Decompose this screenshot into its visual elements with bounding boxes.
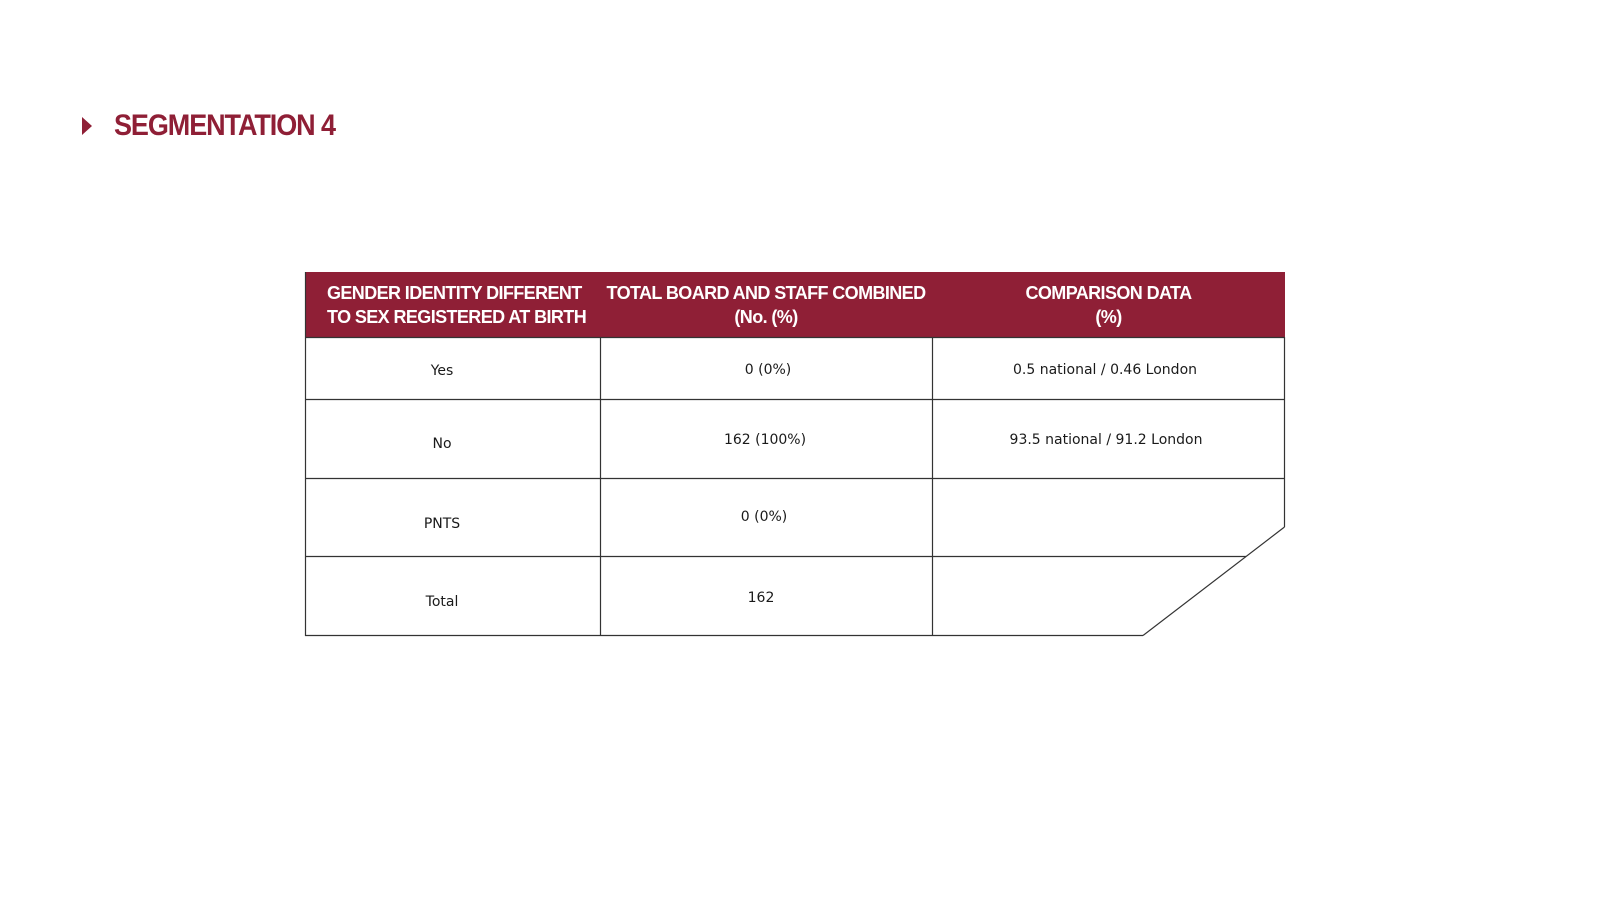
header-line: (No. (%): [734, 306, 798, 327]
header-line: TO SEX REGISTERED AT BIRTH: [327, 306, 587, 327]
row-category: Yes: [430, 363, 454, 379]
row-category: No: [432, 436, 452, 452]
row-total: 162: [747, 590, 775, 606]
row-total: 0 (0%): [740, 509, 788, 525]
page-title: SEGMENTATION 4: [114, 109, 335, 142]
diagonal-cut: [1143, 527, 1285, 636]
header-line: (%): [1095, 306, 1122, 327]
header-line: COMPARISON DATA: [1025, 282, 1192, 303]
row-category: PNTS: [423, 516, 461, 532]
header-line: GENDER IDENTITY DIFFERENT: [327, 282, 582, 303]
row-total: 0 (0%): [744, 362, 792, 378]
row-comparison: 93.5 national / 91.2 London: [1009, 432, 1203, 448]
row-category: Total: [425, 594, 459, 610]
row-total: 162 (100%): [723, 432, 807, 448]
header-line: TOTAL BOARD AND STAFF COMBINED: [606, 282, 926, 303]
row-comparison: 0.5 national / 0.46 London: [1012, 362, 1198, 378]
